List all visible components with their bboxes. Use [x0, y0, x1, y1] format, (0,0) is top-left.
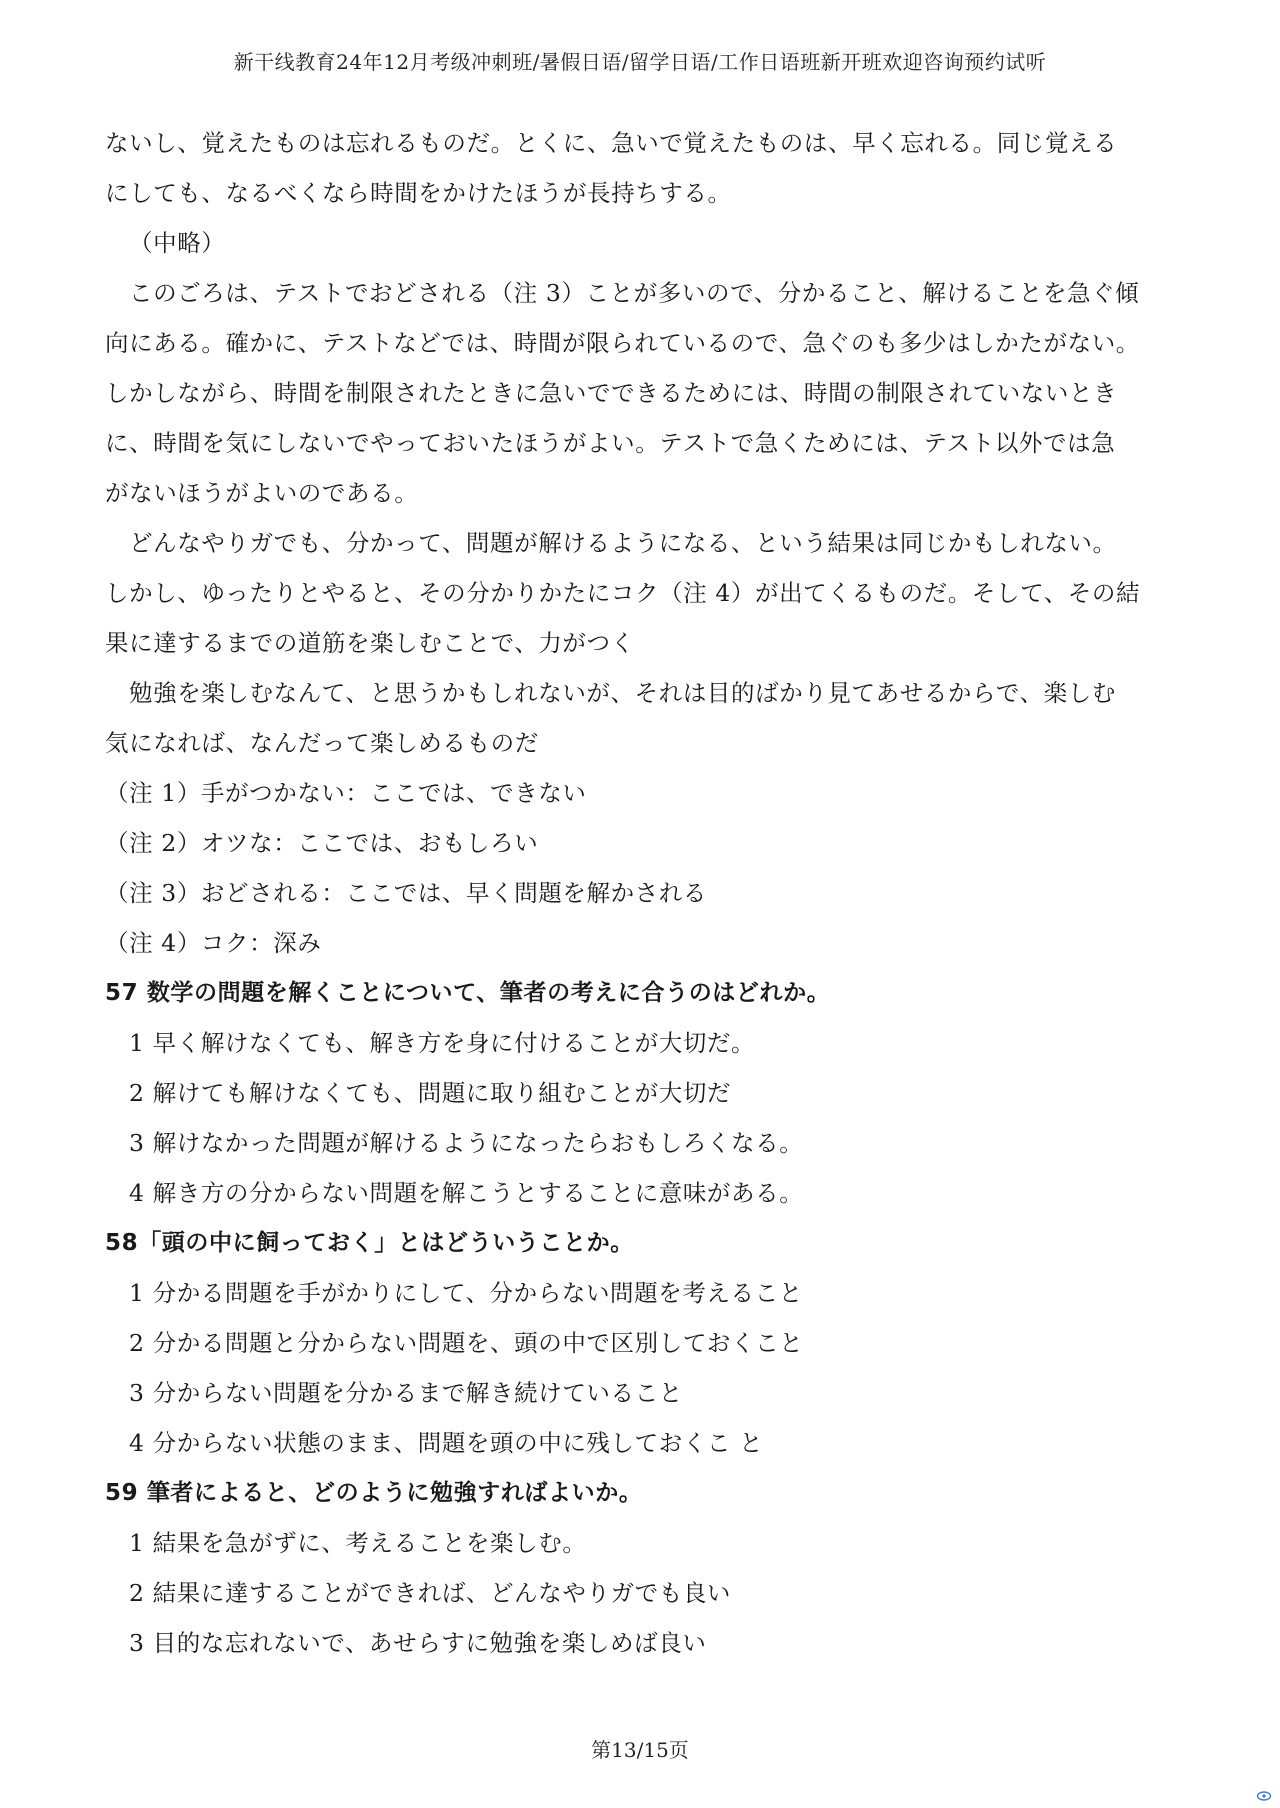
passage-line: がないほうがよいのである。 — [105, 479, 419, 507]
document-body — [105, 118, 1175, 1668]
passage-line: 果に達するまでの道筋を楽しむことで、力がつく — [105, 629, 635, 657]
question-57-option-1: 1 早く解けなくても、解き方を身に付けることが大切だ。 — [129, 1029, 756, 1057]
question-59-option-3: 3 目的な忘れないで、あせらすに勉強を楽しめば良い — [129, 1629, 707, 1657]
question-57-prompt: 57 数学の問題を解くことについて、筆者の考えに合うのはどれか。 — [105, 980, 831, 1006]
question-57-option-4: 4 解き方の分からない問題を解こうとすることに意味がある。 — [129, 1179, 804, 1207]
footnote: （注 3）おどされる：ここでは、早く問題を解かされる — [105, 879, 708, 907]
watermark-logo-icon — [1256, 1790, 1272, 1802]
question-59-option-1: 1 結果を急がずに、考えることを楽しむ。 — [129, 1529, 587, 1557]
question-58-option-1: 1 分かる問題を手がかりにして、分からない問題を考えること — [129, 1279, 803, 1307]
passage-line: このごろは、テストでおどされる（注 3）ことが多いので、分かること、解けることを急ぐ傾 — [129, 279, 1140, 307]
question-57-option-2: 2 解けても解けなくても、問題に取り組むことが大切だ — [129, 1079, 732, 1107]
footnote: （注 4）コク：深み — [105, 929, 322, 957]
passage-line: 勉強を楽しむなんて、と思うかもしれないが、それは目的ばかり見てあせるからで、楽しむ — [129, 679, 1116, 707]
passage-line: （中略） — [129, 229, 226, 257]
question-57-option-3: 3 解けなかった問題が解けるようになったらおもしろくなる。 — [129, 1129, 804, 1157]
passage-line: 向にある。確かに、テストなどでは、時間が限られているので、急ぐのも多少はしかたがない。 — [105, 329, 1140, 357]
page-header: 新干线教育24年12月考级冲刺班/暑假日语/留学日语/工作日语班新开班欢迎咨询预约试听 — [233, 50, 1047, 74]
question-59-prompt: 59 筆者によると、どのように勉強すればよいか。 — [105, 1480, 643, 1506]
question-58-option-4: 4 分からない状態のまま、問題を頭の中に残しておくこ と — [129, 1429, 764, 1457]
page-number: 第13/15页 — [591, 1738, 689, 1762]
passage-line: しかしながら、時間を制限されたときに急いでできるためには、時間の制限されていないとき — [105, 379, 1118, 407]
passage-line: どんなやりガでも、分かって、問題が解けるようになる、という結果は同じかもしれない。 — [129, 529, 1117, 557]
passage-line: ないし、覚えたものは忘れるものだ。とくに、急いで覚えたものは、早く忘れる。同じ覚える — [105, 129, 1118, 157]
question-59-option-2: 2 結果に達することができれば、どんなやりガでも良い — [129, 1579, 732, 1607]
passage-line: にしても、なるべくなら時間をかけたほうが長持ちする。 — [105, 179, 732, 207]
question-58-prompt: 58「頭の中に飼っておく」とはどういうことか。 — [105, 1230, 634, 1256]
passage-line: 気になれば、なんだって楽しめるものだ — [105, 729, 539, 757]
footnote: （注 2）オツな：ここでは、おもしろい — [105, 829, 539, 857]
question-58-option-3: 3 分からない問題を分かるまで解き続けていること — [129, 1379, 683, 1407]
passage-line: に、時間を気にしないでやっておいたほうがよい。テストで急くためには、テスト以外では急 — [105, 429, 1116, 457]
passage-line: しかし、ゆったりとやると、その分かりかたにコク（注 4）が出てくるものだ。そして、その結 — [105, 579, 1141, 607]
question-58-option-2: 2 分かる問題と分からない問題を、頭の中で区別しておくこと — [129, 1329, 804, 1357]
footnote: （注 1）手がつかない：ここでは、できない — [105, 779, 587, 807]
